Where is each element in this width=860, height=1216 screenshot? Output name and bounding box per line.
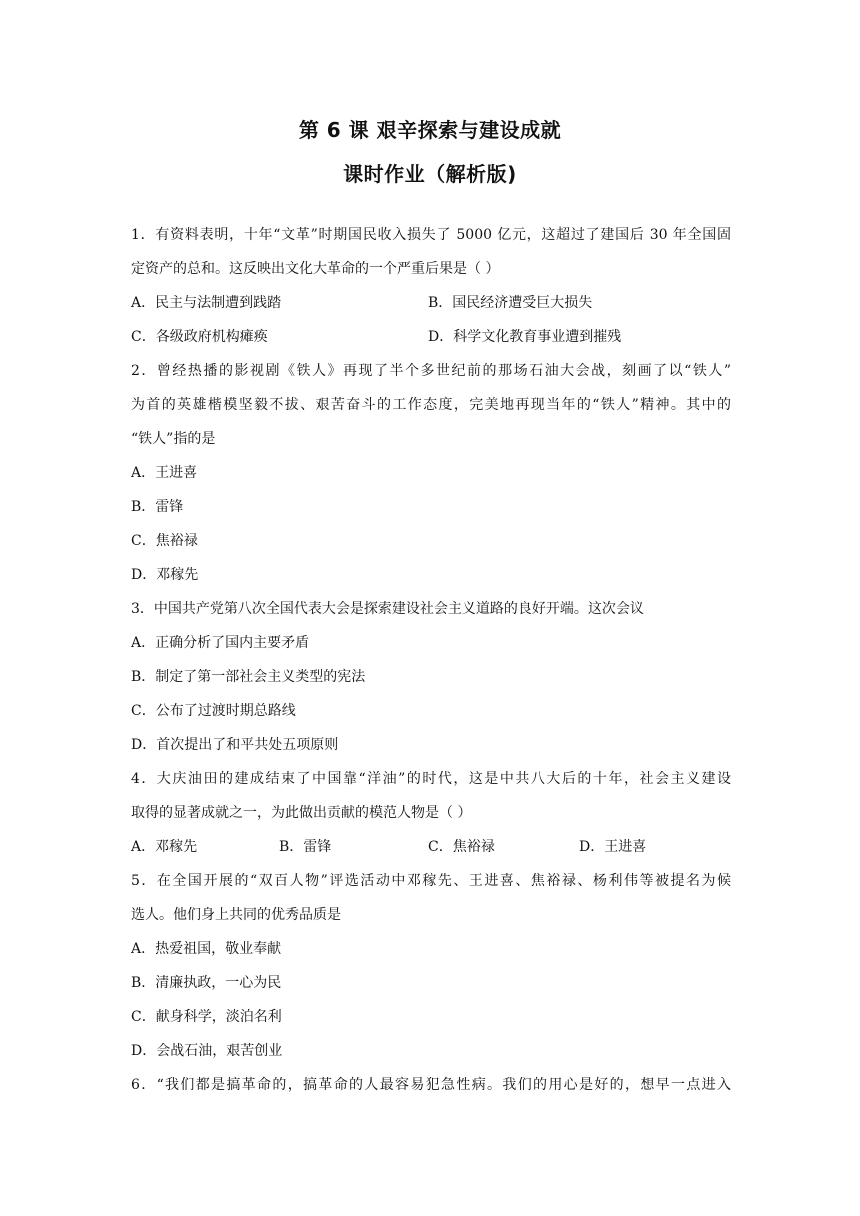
question-stem: 3．中国共产党第八次全国代表大会是探索建设社会主义道路的良好开端。这次会议	[131, 601, 644, 617]
option-d: D．科学文化教育事业遭到摧残	[428, 329, 622, 345]
question-6	[131, 1072, 731, 1106]
option-a: A．民主与法制遭到践踏	[131, 295, 282, 311]
option-row	[131, 324, 731, 358]
option-b: B．雷锋	[131, 499, 184, 515]
option-a: A．正确分析了国内主要矛盾	[131, 635, 310, 651]
option-b: B．制定了第一部社会主义类型的宪法	[131, 669, 366, 685]
question-3	[131, 596, 731, 766]
question-stem: 取得的显著成就之一，为此做出贡献的模范人物是（ ）	[131, 805, 472, 821]
question-stem: 1．有资料表明，十年“文革”时期国民收入损失了 5000 亿元，这超过了建国后 30 年全国固	[131, 227, 731, 243]
option-d: D．首次提出了和平共处五项原则	[131, 737, 339, 753]
option-d: D．王进喜	[579, 839, 647, 855]
question-5	[131, 868, 731, 1072]
question-stem: “铁人”指的是	[131, 431, 216, 447]
option-c: C．焦裕禄	[131, 533, 198, 549]
question-4	[131, 766, 731, 868]
question-stem: 定资产的总和。这反映出文化大革命的一个严重后果是（ ）	[131, 261, 500, 277]
option-row	[131, 834, 731, 868]
option-a: A．邓稼先	[131, 839, 198, 855]
option-b: B．国民经济遭受巨大损失	[428, 295, 593, 311]
question-1	[131, 222, 731, 358]
option-c: C．献身科学，淡泊名利	[131, 1009, 282, 1025]
option-d: D．会战石油，艰苦创业	[131, 1043, 283, 1059]
option-a: A．王进喜	[131, 465, 198, 481]
option-a: A．热爱祖国，敬业奉献	[131, 941, 282, 957]
question-stem: 选人。他们身上共同的优秀品质是	[131, 907, 341, 923]
question-list	[131, 222, 731, 1106]
page-subtitle: 课时作业（解析版)	[343, 162, 517, 186]
option-b: B．清廉执政，一心为民	[131, 975, 282, 991]
option-row	[131, 290, 731, 324]
question-stem: 为首的英雄楷模坚毅不拔、艰苦奋斗的工作态度，完美地再现当年的“铁人”精神。其中的	[131, 397, 731, 413]
question-stem: 2．曾经热播的影视剧《铁人》再现了半个多世纪前的那场石油大会战，刻画了以“铁人”	[131, 363, 731, 379]
page-title: 第 6 课 艰辛探索与建设成就	[298, 118, 562, 142]
question-stem: 4．大庆油田的建成结束了中国靠“洋油”的时代，这是中共八大后的十年，社会主义建设	[131, 771, 731, 787]
option-c: C．各级政府机构瘫痪	[131, 329, 268, 345]
option-b: B．雷锋	[279, 839, 332, 855]
option-c: C．公布了过渡时期总路线	[131, 703, 296, 719]
option-d: D．邓稼先	[131, 567, 199, 583]
question-2	[131, 358, 731, 596]
option-c: C．焦裕禄	[428, 839, 495, 855]
question-stem: 5．在全国开展的“双百人物”评选活动中邓稼先、王进喜、焦裕禄、杨利伟等被提名为候	[131, 873, 731, 889]
question-stem: 6．“我们都是搞革命的，搞革命的人最容易犯急性病。我们的用心是好的，想早一点进入	[131, 1077, 731, 1093]
